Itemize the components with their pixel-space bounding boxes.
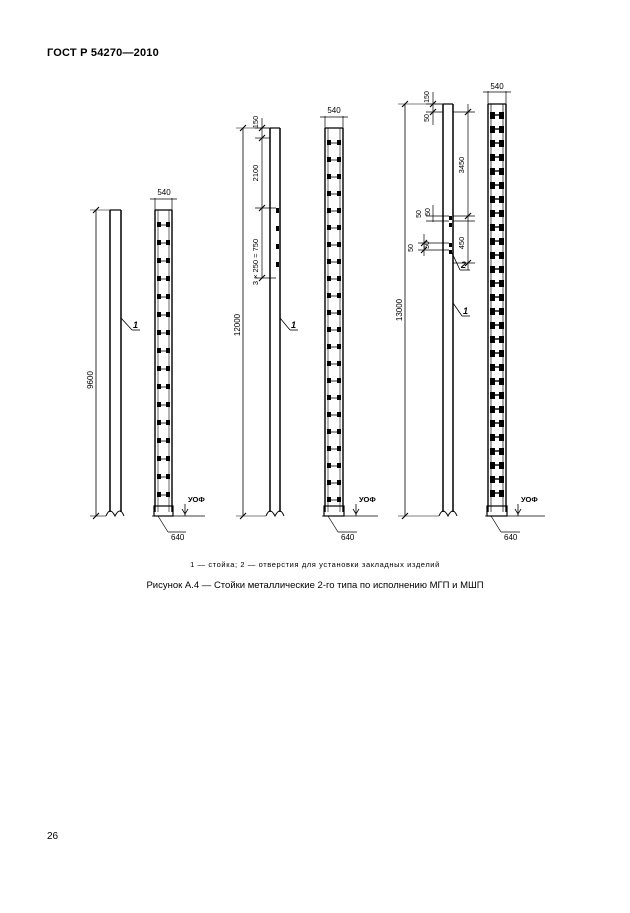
hole-mark (166, 492, 170, 497)
hole-mark (327, 242, 331, 247)
hole-mark (166, 456, 170, 461)
hole-mark (337, 310, 341, 315)
hole-mark (337, 344, 341, 349)
post-3-front-holes (490, 112, 504, 497)
post-3-dim-50b-label: 50 (416, 210, 423, 218)
hole-mark (327, 225, 331, 230)
hole-mark (337, 395, 341, 400)
post-1-front-holes (157, 222, 170, 497)
hole-mark (157, 330, 161, 335)
post-3-post-callout-label: 1 (463, 306, 469, 316)
post-2-base-dimension (328, 516, 357, 532)
post-2-front-holes (327, 140, 341, 502)
hole-mark (327, 140, 331, 145)
hole-mark (337, 242, 341, 247)
hole-mark (337, 327, 341, 332)
hole-mark (337, 191, 341, 196)
hole-mark (166, 222, 170, 227)
hole-mark (166, 438, 170, 443)
hole-mark (327, 378, 331, 383)
post-2-ground-label: УОФ (359, 495, 376, 504)
post-3-base-dimension (491, 516, 520, 532)
post-1-height-dimension (90, 207, 110, 519)
hole-mark (327, 480, 331, 485)
hole-mark (327, 446, 331, 451)
page-number: 26 (47, 831, 59, 842)
post-3-dim-50a-label: 50 (424, 114, 431, 122)
post-2-height-label: 12000 (233, 313, 242, 337)
post-3-dim-3450-label: 3450 (457, 156, 466, 174)
hole-mark (337, 412, 341, 417)
hole-mark (157, 366, 161, 371)
hole-mark (327, 497, 331, 502)
hole-mark (327, 344, 331, 349)
post-3-top-width-dimension (483, 91, 511, 104)
hole-mark (337, 174, 341, 179)
hole-mark (157, 348, 161, 353)
hole-mark (327, 157, 331, 162)
hole-mark (157, 276, 161, 281)
post-1-base-dimension (158, 516, 186, 532)
hole-mark (166, 420, 170, 425)
post-3-dim-450-label: 450 (457, 236, 466, 250)
post-2-side-view (266, 128, 284, 516)
post-3-dim-50c-label: 50 (425, 208, 432, 216)
hole-mark (166, 276, 170, 281)
hole-mark (166, 312, 170, 317)
post-3-holes-callout-label: 2 (461, 260, 467, 270)
post-3-ground-label: УОФ (521, 495, 538, 504)
hole-mark (337, 497, 341, 502)
document-header: ГОСТ Р 54270—2010 (47, 47, 159, 59)
hole-mark (166, 240, 170, 245)
hole-mark (157, 384, 161, 389)
hole-mark (337, 463, 341, 468)
hole-mark (166, 348, 170, 353)
hole-mark (327, 463, 331, 468)
hole-mark (337, 276, 341, 281)
hole-mark (157, 402, 161, 407)
post-1-top-width-label: 540 (157, 188, 171, 197)
hole-mark (157, 258, 161, 263)
post-3-holes-side (449, 216, 452, 254)
post-2-base-width-label: 640 (341, 533, 355, 542)
post-2-dim-upper-label: 2100 (251, 164, 260, 182)
post-2-holes-side (276, 208, 279, 267)
hole-mark (327, 174, 331, 179)
hole-mark (157, 312, 161, 317)
hole-mark (337, 259, 341, 264)
post-3-top-width-label: 540 (490, 82, 504, 91)
hole-mark (157, 438, 161, 443)
post-2-dim-top-label: 150 (251, 115, 260, 129)
post-3-dim-50e-label: 50 (424, 241, 431, 249)
hole-mark (327, 412, 331, 417)
hole-mark (327, 327, 331, 332)
post-2-top-width-dimension (320, 116, 348, 128)
post-2-dim-holes-label: 3 × 250 = 750 (251, 238, 260, 286)
post-1-callout-label: 1 (133, 320, 139, 330)
hole-mark (166, 384, 170, 389)
post-1-height-label: 9600 (86, 371, 95, 389)
post-3-base-width-label: 640 (504, 533, 518, 542)
hole-mark (327, 310, 331, 315)
hole-mark (337, 157, 341, 162)
hole-mark (157, 492, 161, 497)
post-2-callout-label: 1 (291, 320, 297, 330)
hole-mark (166, 366, 170, 371)
post-1-ground-label: УОФ (188, 495, 205, 504)
hole-mark (166, 258, 170, 263)
post-3-dim-top-label: 150 (424, 91, 431, 103)
hole-mark (157, 474, 161, 479)
hole-mark (337, 361, 341, 366)
hole-mark (327, 293, 331, 298)
post-1-side-view (106, 210, 124, 516)
post-3-left-dimensions (418, 92, 449, 256)
hole-mark (327, 395, 331, 400)
hole-mark (337, 429, 341, 434)
hole-mark (337, 140, 341, 145)
post-2-front-view (324, 128, 344, 516)
figure-caption: Рисунок А.4 — Стойки металлические 2-го типа по исполнению МГП и МШП (146, 580, 484, 591)
post-1-front-view (154, 210, 173, 516)
hole-mark (327, 191, 331, 196)
post-3-side-view (439, 104, 457, 516)
hole-mark (337, 225, 341, 230)
hole-mark (157, 240, 161, 245)
hole-mark (327, 208, 331, 213)
hole-mark (337, 293, 341, 298)
post-1-top-width-dimension (150, 198, 177, 210)
hole-mark (166, 474, 170, 479)
hole-mark (337, 378, 341, 383)
hole-mark (166, 330, 170, 335)
hole-mark (327, 361, 331, 366)
hole-mark (166, 294, 170, 299)
hole-mark (327, 429, 331, 434)
figure-legend: 1 — стойка; 2 — отверстия для установки закладных изделий (190, 560, 440, 569)
hole-mark (337, 208, 341, 213)
hole-mark (157, 222, 161, 227)
hole-mark (166, 402, 170, 407)
post-1-base-width-label: 640 (171, 533, 185, 542)
hole-mark (337, 446, 341, 451)
post-3-dim-50d-label: 50 (408, 244, 415, 252)
post-3-height-label: 13000 (395, 298, 404, 322)
hole-mark (337, 480, 341, 485)
hole-mark (157, 456, 161, 461)
hole-mark (157, 420, 161, 425)
hole-mark (327, 259, 331, 264)
hole-mark (157, 294, 161, 299)
post-3-height-dimension (398, 101, 443, 519)
hole-mark (327, 276, 331, 281)
post-2-top-width-label: 540 (327, 106, 341, 115)
